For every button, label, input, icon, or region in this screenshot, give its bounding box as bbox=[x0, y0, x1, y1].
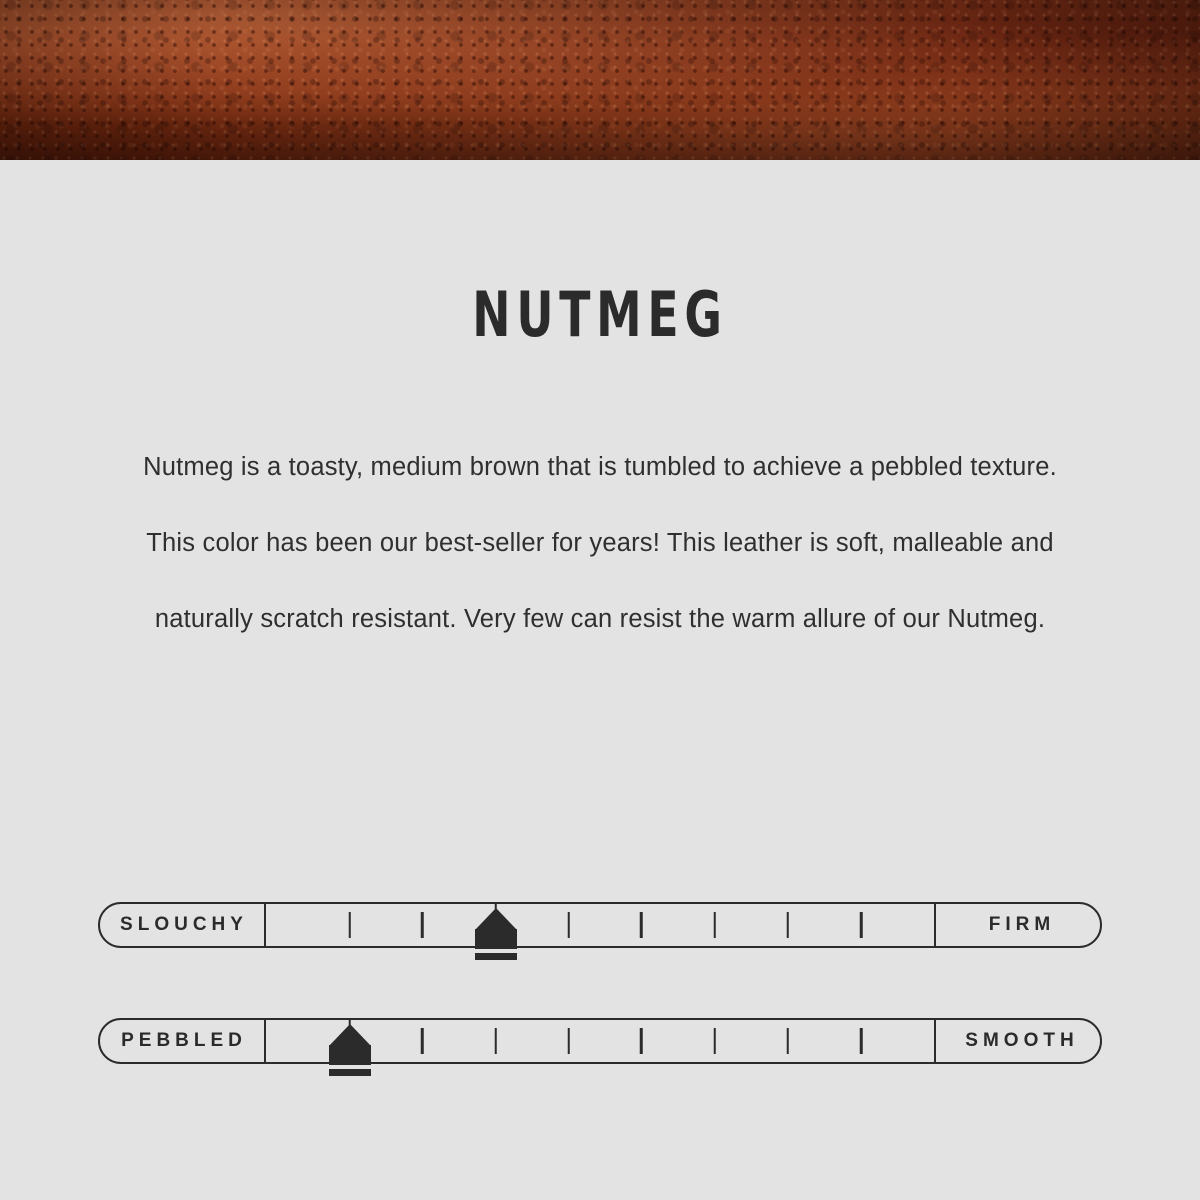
slider-tick bbox=[786, 912, 789, 938]
slider-label-right: SMOOTH bbox=[934, 1018, 1102, 1064]
slider-thumb-bar bbox=[329, 1069, 371, 1076]
slider-tick bbox=[567, 912, 570, 938]
slider-thumb[interactable] bbox=[475, 908, 517, 960]
slider-texture[interactable] bbox=[98, 1018, 1102, 1066]
slider-tick bbox=[640, 912, 643, 938]
slider-tick bbox=[421, 912, 424, 938]
slider-thumb-stem bbox=[495, 904, 498, 916]
slider-thumb-stem bbox=[348, 1020, 351, 1032]
slider-tick bbox=[860, 1028, 863, 1054]
slider-tick bbox=[421, 1028, 424, 1054]
card-content bbox=[0, 160, 1200, 1200]
attribute-sliders bbox=[0, 902, 1200, 1066]
slider-firmness[interactable] bbox=[98, 902, 1102, 950]
leather-swatch-banner bbox=[0, 0, 1200, 160]
slider-tick bbox=[495, 1028, 498, 1054]
slider-tick bbox=[786, 1028, 789, 1054]
slider-thumb-bar bbox=[475, 953, 517, 960]
slider-thumb[interactable] bbox=[329, 1024, 371, 1076]
slider-ticks bbox=[266, 902, 934, 948]
slider-ticks bbox=[266, 1018, 934, 1064]
page-title: NUTMEG bbox=[472, 278, 728, 351]
slider-tick bbox=[714, 912, 717, 938]
slider-tick bbox=[640, 1028, 643, 1054]
slider-tick bbox=[714, 1028, 717, 1054]
slider-label-left: SLOUCHY bbox=[98, 902, 266, 948]
slider-tick bbox=[860, 912, 863, 938]
color-description: Nutmeg is a toasty, medium brown that is tumbled to achieve a pebbled texture. This color has been our best-seller for years! This leather is soft, malleable and naturally scratch resistant. Very few can resist the warm allure of our Nutmeg. bbox=[143, 453, 1057, 633]
slider-label-right: FIRM bbox=[934, 902, 1102, 948]
slider-thumb-body bbox=[475, 929, 517, 949]
slider-tick bbox=[348, 912, 351, 938]
slider-label-left: PEBBLED bbox=[98, 1018, 266, 1064]
slider-tick bbox=[567, 1028, 570, 1054]
slider-thumb-body bbox=[329, 1045, 371, 1065]
swatch-vignette bbox=[0, 0, 1200, 160]
